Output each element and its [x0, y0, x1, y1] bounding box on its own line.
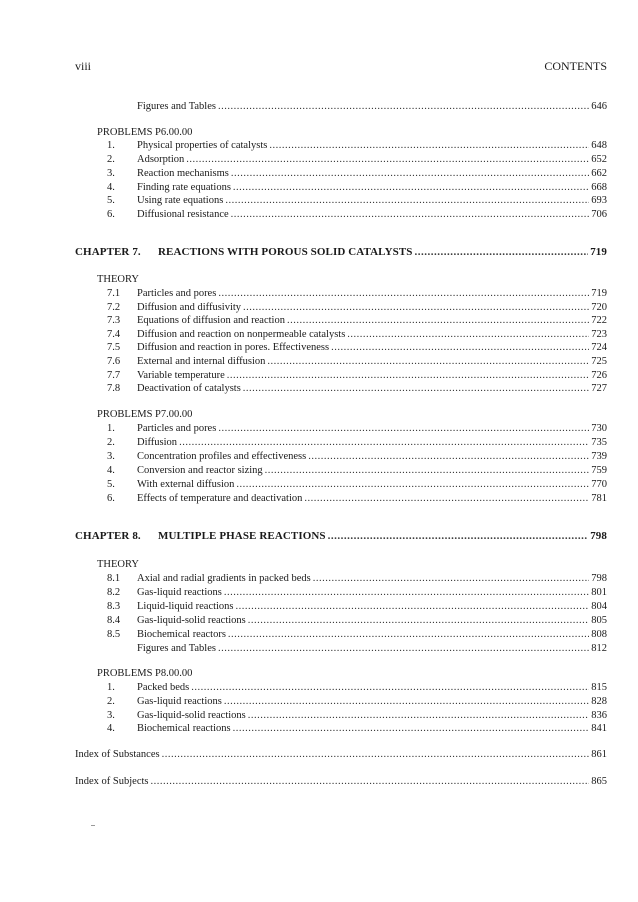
entry-title: Using rate equations — [137, 195, 224, 206]
toc-entry — [0, 572, 638, 586]
entry-title: Diffusion and reaction in pores. Effectiveness — [137, 342, 330, 353]
toc-entry — [0, 464, 638, 478]
toc-entry — [0, 422, 638, 436]
dot-leader — [227, 369, 590, 382]
page-number: viii — [75, 59, 92, 73]
dot-leader — [265, 464, 590, 477]
toc-entry — [0, 450, 638, 464]
entry-title: Gas-liquid reactions — [137, 587, 222, 598]
toc-entry — [0, 478, 638, 492]
entry-title: Finding rate equations — [137, 182, 231, 193]
dot-leader — [415, 246, 589, 259]
entry-number: 8.2 — [107, 587, 121, 598]
entry-page-number: 828 — [591, 696, 607, 707]
entry-title: Reaction mechanisms — [137, 168, 229, 179]
entry-number: 7.2 — [107, 302, 121, 313]
entry-number: 7.5 — [107, 342, 121, 353]
toc-entry — [0, 642, 638, 656]
toc-entry — [0, 341, 638, 355]
dot-leader — [224, 586, 589, 599]
entry-page-number: 739 — [591, 451, 607, 462]
toc-entry — [0, 328, 638, 342]
dot-leader — [186, 153, 589, 166]
entry-number: CHAPTER 7. — [75, 246, 141, 258]
toc-entry — [0, 355, 638, 369]
running-title: CONTENTS — [544, 59, 607, 73]
entry-title: Deactivation of catalysts — [137, 383, 241, 394]
entry-page-number: 798 — [590, 530, 607, 542]
entry-page-number: 719 — [591, 288, 607, 299]
toc-entry — [0, 314, 638, 328]
entry-page-number: 804 — [591, 601, 607, 612]
entry-number: 6. — [107, 493, 115, 504]
dot-leader — [269, 139, 589, 152]
dot-leader — [233, 181, 589, 194]
dot-leader — [233, 722, 590, 735]
entry-title: Effects of temperature and deactivation — [137, 493, 303, 504]
entry-page-number: 720 — [591, 302, 607, 313]
entry-number: 4. — [107, 723, 115, 734]
entry-title: Concentration profiles and effectiveness — [137, 451, 307, 462]
entry-title: Biochemical reactions — [137, 723, 231, 734]
entry-title: Conversion and reactor sizing — [137, 465, 263, 476]
entry-title: Figures and Tables — [137, 643, 216, 654]
entry-number: 2. — [107, 437, 115, 448]
entry-page-number: 805 — [591, 615, 607, 626]
entry-number: 8.5 — [107, 629, 121, 640]
entry-title: Gas-liquid-solid reactions — [137, 710, 246, 721]
toc-entry — [0, 181, 638, 195]
entry-number: 7.7 — [107, 370, 121, 381]
section-label: PROBLEMS P6.00.00 — [97, 127, 193, 138]
entry-number: CHAPTER 8. — [75, 530, 141, 542]
entry-page-number: 719 — [590, 246, 607, 258]
dot-leader — [243, 382, 589, 395]
entry-title: With external diffusion — [137, 479, 235, 490]
scan-mark — [91, 825, 95, 826]
entry-number: 7.3 — [107, 315, 121, 326]
toc-entry — [0, 100, 638, 114]
dot-leader — [308, 450, 589, 463]
entry-title: Gas-liquid reactions — [137, 696, 222, 707]
entry-number: 7.8 — [107, 383, 121, 394]
dot-leader — [313, 572, 589, 585]
entry-number: 7.6 — [107, 356, 121, 367]
entry-number: 7.4 — [107, 329, 121, 340]
entry-number: 5. — [107, 479, 115, 490]
entry-title: Adsorption — [137, 154, 185, 165]
toc-entry — [0, 748, 638, 762]
section-label: THEORY — [97, 559, 139, 570]
entry-number: 8.4 — [107, 615, 121, 626]
dot-leader — [218, 287, 589, 300]
entry-title: Diffusion — [137, 437, 178, 448]
entry-title: Particles and pores — [137, 423, 217, 434]
entry-number: 3. — [107, 168, 115, 179]
entry-page-number: 836 — [591, 710, 607, 721]
toc-entry — [0, 167, 638, 181]
entry-title: Variable temperature — [137, 370, 225, 381]
section-label: PROBLEMS P8.00.00 — [97, 668, 193, 679]
dot-leader — [151, 775, 590, 788]
chapter-heading — [0, 246, 638, 260]
entry-number: 2. — [107, 154, 115, 165]
entry-number: 8.3 — [107, 601, 121, 612]
entry-number: 3. — [107, 451, 115, 462]
dot-leader — [231, 167, 589, 180]
entry-page-number: 861 — [591, 749, 607, 760]
entry-title: Particles and pores — [137, 288, 217, 299]
entry-title: Physical properties of catalysts — [137, 140, 268, 151]
toc-entry — [0, 628, 638, 642]
dot-leader — [304, 492, 589, 505]
dot-leader — [162, 748, 590, 761]
dot-leader — [248, 709, 589, 722]
toc-entry — [0, 153, 638, 167]
dot-leader — [225, 194, 589, 207]
entry-page-number: 801 — [591, 587, 607, 598]
dot-leader — [231, 208, 590, 221]
toc-entry — [0, 208, 638, 222]
entry-number: 1. — [107, 423, 115, 434]
dot-leader — [218, 100, 589, 113]
entry-title: MULTIPLE PHASE REACTIONS — [158, 530, 326, 542]
entry-page-number: 726 — [591, 370, 607, 381]
entry-page-number: 723 — [591, 329, 607, 340]
toc-entry — [0, 614, 638, 628]
dot-leader — [243, 301, 589, 314]
entry-title: Diffusion and diffusivity — [137, 302, 242, 313]
entry-page-number: 668 — [591, 182, 607, 193]
section-label: THEORY — [97, 274, 139, 285]
entry-page-number: 648 — [591, 140, 607, 151]
toc-entry — [0, 139, 638, 153]
toc-entry — [0, 382, 638, 396]
entry-number: 8.1 — [107, 573, 121, 584]
toc-entry — [0, 301, 638, 315]
entry-title: REACTIONS WITH POROUS SOLID CATALYSTS — [158, 246, 413, 258]
dot-leader — [228, 628, 589, 641]
entry-page-number: 781 — [591, 493, 607, 504]
entry-number: 4. — [107, 465, 115, 476]
entry-page-number: 662 — [591, 168, 607, 179]
entry-page-number: 725 — [591, 356, 607, 367]
toc-entry — [0, 492, 638, 506]
toc-entry — [0, 287, 638, 301]
entry-title: Figures and Tables — [137, 101, 216, 112]
entry-title: Diffusional resistance — [137, 209, 229, 220]
entry-title: Equations of diffusion and reaction — [137, 315, 285, 326]
toc-entry — [0, 194, 638, 208]
dot-leader — [179, 436, 589, 449]
entry-number: 2. — [107, 696, 115, 707]
entry-page-number: 646 — [591, 101, 607, 112]
entry-page-number: 812 — [591, 643, 607, 654]
entry-page-number: 727 — [591, 383, 607, 394]
dot-leader — [287, 314, 589, 327]
entry-title: Biochemical reactors — [137, 629, 226, 640]
chapter-heading — [0, 530, 638, 544]
entry-title: Index of Subjects — [75, 776, 149, 787]
entry-title: External and internal diffusion — [137, 356, 266, 367]
toc-entry — [0, 681, 638, 695]
toc-entry — [0, 695, 638, 709]
dot-leader — [347, 328, 589, 341]
entry-title: Gas-liquid-solid reactions — [137, 615, 246, 626]
entry-number: 1. — [107, 140, 115, 151]
entry-title: Packed beds — [137, 682, 190, 693]
toc-entry — [0, 369, 638, 383]
dot-leader — [218, 642, 589, 655]
entry-page-number: 693 — [591, 195, 607, 206]
dot-leader — [267, 355, 589, 368]
entry-page-number: 652 — [591, 154, 607, 165]
dot-leader — [218, 422, 589, 435]
toc-entry — [0, 709, 638, 723]
dot-leader — [248, 614, 589, 627]
toc-entry — [0, 600, 638, 614]
entry-page-number: 865 — [591, 776, 607, 787]
section-label: PROBLEMS P7.00.00 — [97, 409, 193, 420]
entry-number: 7.1 — [107, 288, 121, 299]
dot-leader — [224, 695, 589, 708]
toc-entry — [0, 775, 638, 789]
entry-number: 1. — [107, 682, 115, 693]
dot-leader — [191, 681, 589, 694]
entry-title: Axial and radial gradients in packed beds — [137, 573, 311, 584]
entry-page-number: 724 — [591, 342, 607, 353]
dot-leader — [236, 600, 590, 613]
entry-page-number: 722 — [591, 315, 607, 326]
toc-entry — [0, 586, 638, 600]
entry-page-number: 808 — [591, 629, 607, 640]
entry-number: 3. — [107, 710, 115, 721]
dot-leader — [236, 478, 589, 491]
dot-leader — [328, 530, 589, 543]
toc-entry — [0, 436, 638, 450]
dot-leader — [331, 341, 589, 354]
entry-page-number: 706 — [591, 209, 607, 220]
entry-page-number: 735 — [591, 437, 607, 448]
entry-number: 6. — [107, 209, 115, 220]
entry-page-number: 730 — [591, 423, 607, 434]
entry-page-number: 759 — [591, 465, 607, 476]
entry-page-number: 841 — [591, 723, 607, 734]
toc-entry — [0, 722, 638, 736]
entry-title: Index of Substances — [75, 749, 160, 760]
entry-title: Liquid-liquid reactions — [137, 601, 234, 612]
entry-number: 5. — [107, 195, 115, 206]
entry-page-number: 798 — [591, 573, 607, 584]
entry-page-number: 770 — [591, 479, 607, 490]
entry-page-number: 815 — [591, 682, 607, 693]
entry-number: 4. — [107, 182, 115, 193]
entry-title: Diffusion and reaction on nonpermeable catalysts — [137, 329, 346, 340]
